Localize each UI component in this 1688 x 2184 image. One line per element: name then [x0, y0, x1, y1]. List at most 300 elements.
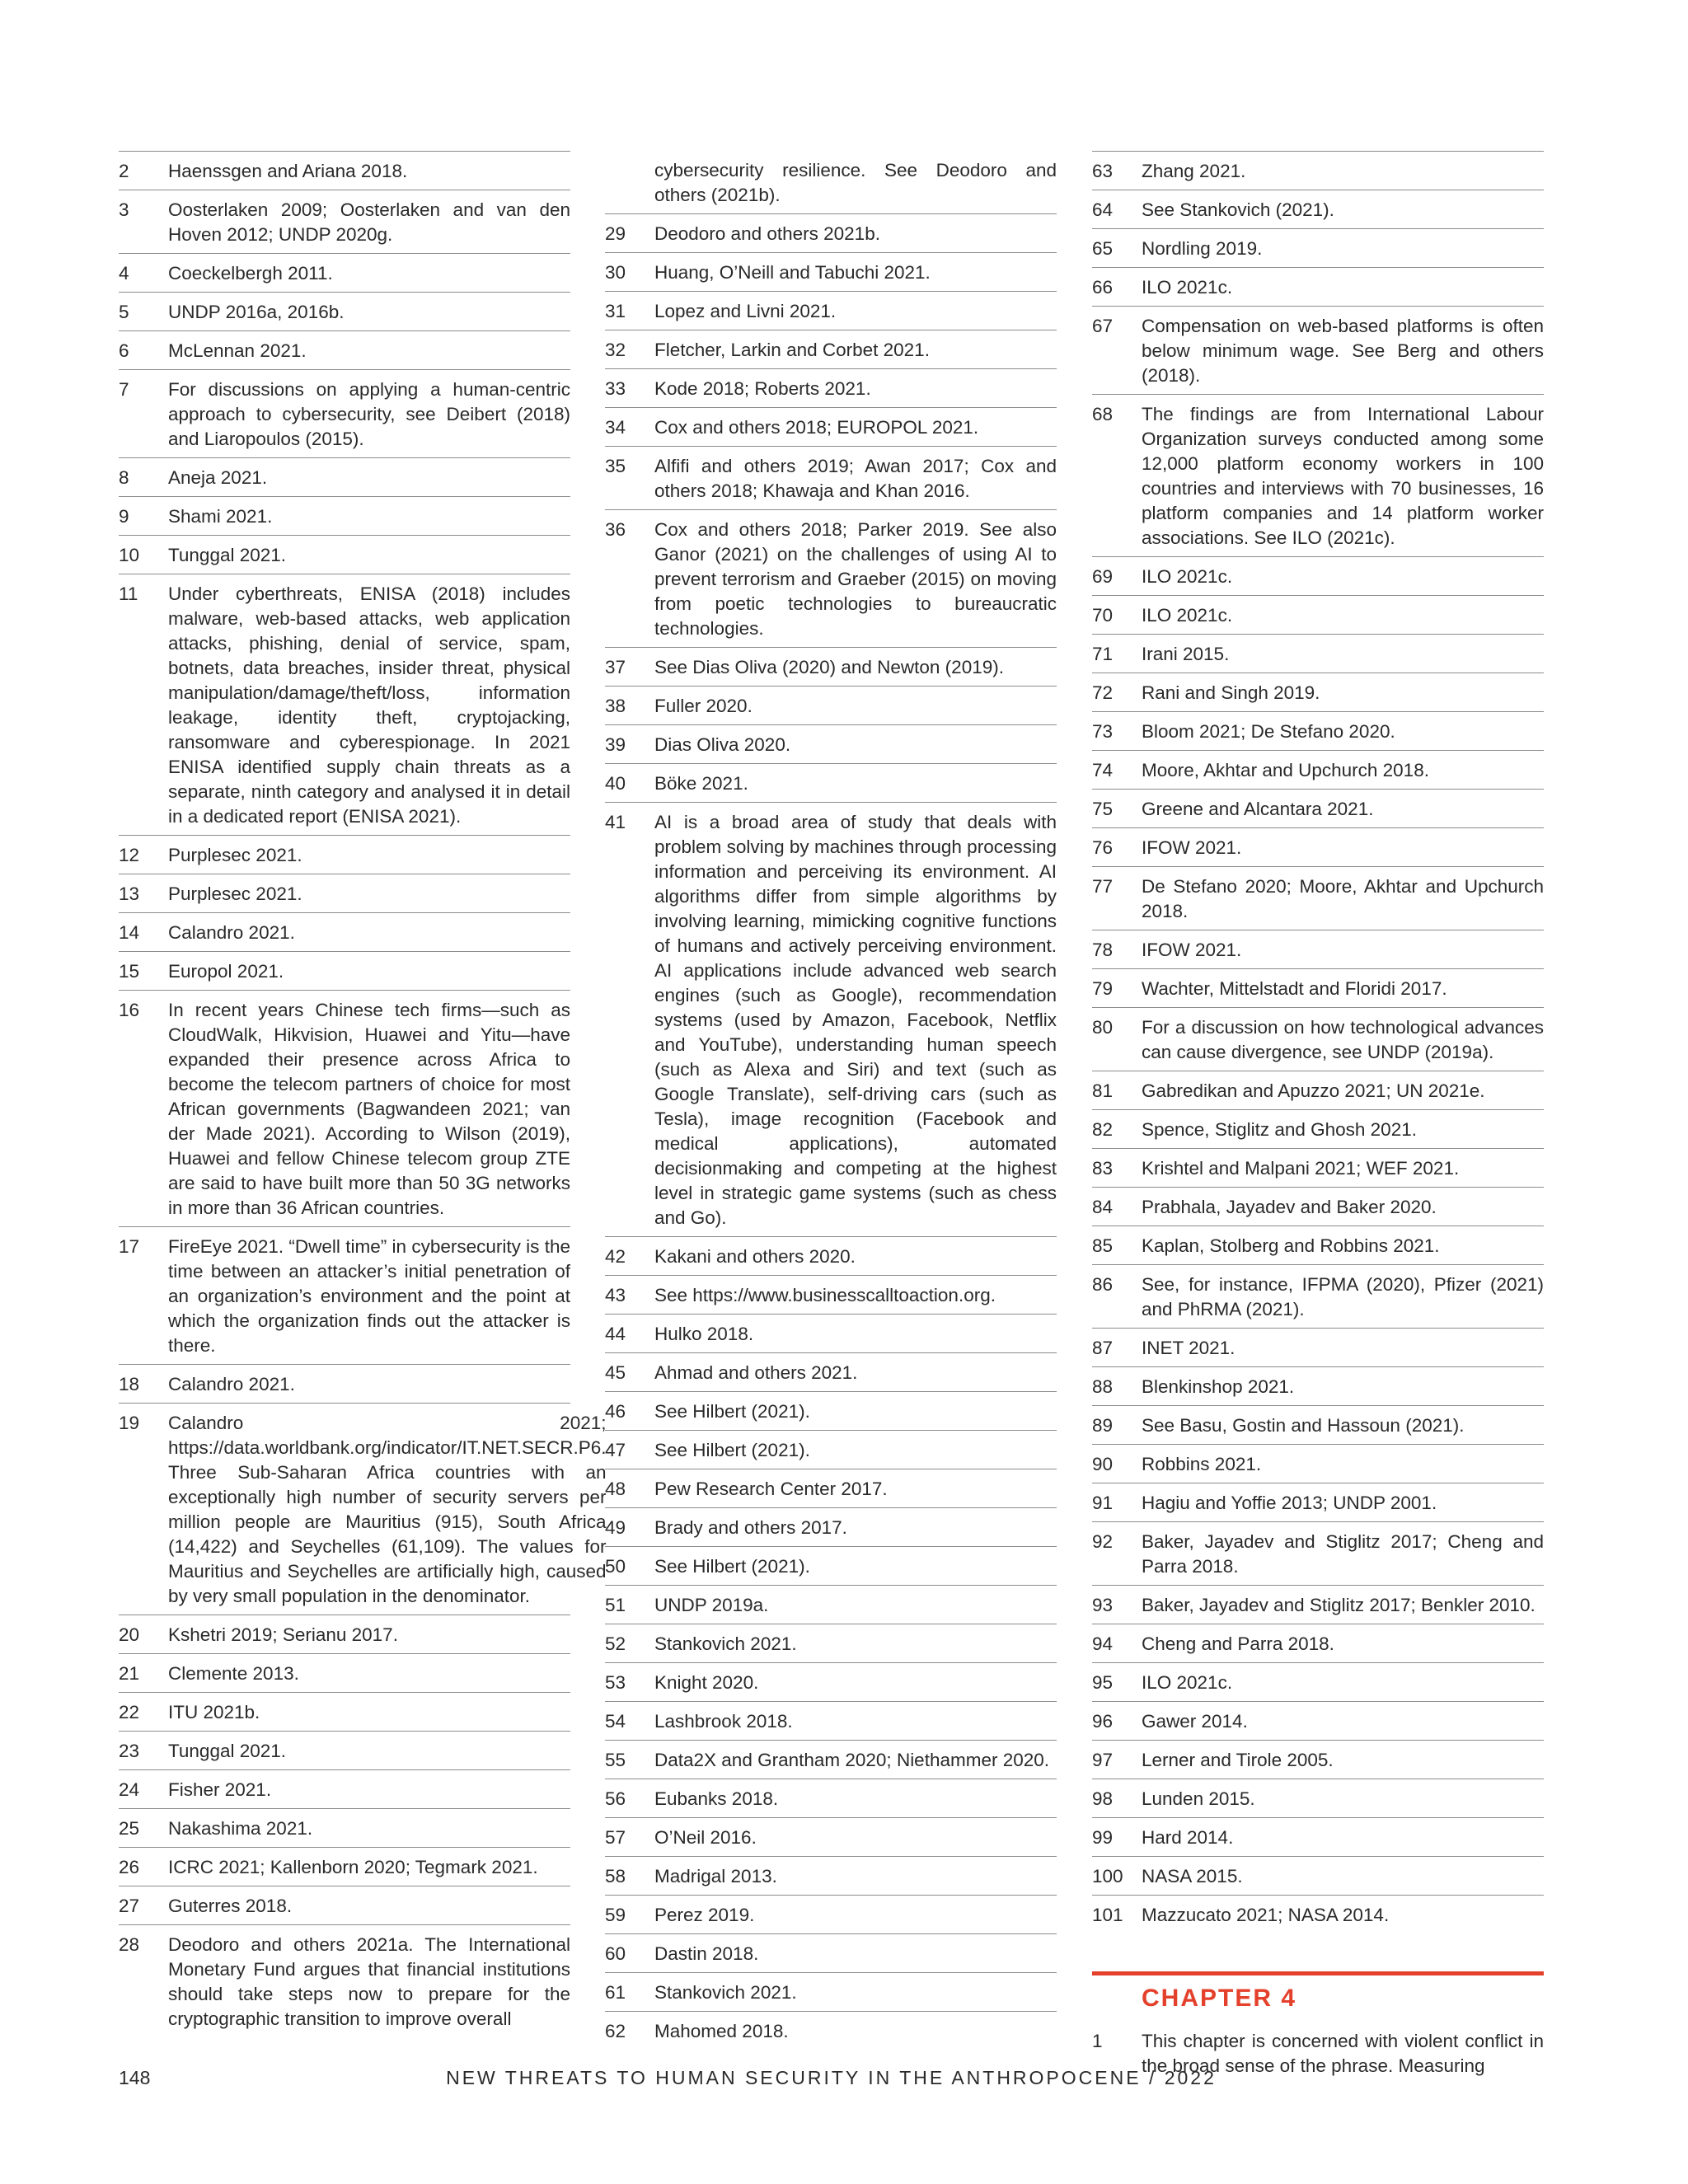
- endnote-number: 23: [119, 1741, 140, 1761]
- endnote-text: Kode 2018; Roberts 2021.: [654, 378, 871, 399]
- endnote-number: 73: [1092, 721, 1114, 742]
- notes-column-3: [1092, 151, 1544, 2084]
- endnote-text: ILO 2021c.: [1142, 566, 1233, 587]
- endnote: [1092, 1366, 1544, 1405]
- endnote: [119, 292, 570, 330]
- endnote: [605, 1314, 1057, 1352]
- endnote-number: 82: [1092, 1119, 1114, 1140]
- endnote: [119, 496, 570, 535]
- endnote: [1092, 1148, 1544, 1187]
- endnote-number: 39: [605, 734, 626, 755]
- endnote-number: 18: [119, 1374, 140, 1394]
- endnote-number: 80: [1092, 1017, 1114, 1038]
- endnote-number: 70: [1092, 605, 1114, 626]
- endnote-text: Hulko 2018.: [654, 1324, 754, 1344]
- endnote-number: 87: [1092, 1338, 1114, 1358]
- endnote: [1092, 1109, 1544, 1148]
- endnote: [119, 1769, 570, 1808]
- endnote-number: 50: [605, 1556, 626, 1577]
- endnote: [605, 802, 1057, 1236]
- endnote-number: 101: [1092, 1905, 1123, 1925]
- endnote: [605, 2011, 1057, 2050]
- endnote: [1092, 1895, 1544, 1933]
- endnote: [1092, 556, 1544, 595]
- endnote-number: 68: [1092, 404, 1114, 424]
- endnote-text: McLennan 2021.: [168, 340, 307, 361]
- endnote-number: 38: [605, 696, 626, 716]
- endnote: [119, 1731, 570, 1769]
- endnote: [1092, 789, 1544, 827]
- endnote-number: 52: [605, 1633, 626, 1654]
- endnote-number: 72: [1092, 682, 1114, 703]
- endnote-number: 5: [119, 302, 129, 322]
- notes-column-2: [605, 151, 1057, 2050]
- endnote: [119, 1692, 570, 1731]
- endnote-number: 13: [119, 883, 140, 904]
- endnote-number: 31: [605, 301, 626, 321]
- endnote-text: cybersecurity resilience. See Deodoro and others (2021b).: [654, 160, 1057, 205]
- endnote-text: Mahomed 2018.: [654, 2021, 789, 2041]
- endnote-number: 35: [605, 456, 626, 476]
- endnote-number: 84: [1092, 1197, 1114, 1217]
- endnote-text: Nordling 2019.: [1142, 238, 1263, 259]
- endnote-number: 14: [119, 922, 140, 943]
- endnote-text: Kaplan, Stolberg and Robbins 2021.: [1142, 1235, 1440, 1256]
- endnote: [119, 1364, 570, 1403]
- endnote-text: Haenssgen and Ariana 2018.: [168, 161, 408, 181]
- endnote-number: 17: [119, 1236, 140, 1257]
- endnote: [605, 1624, 1057, 1662]
- endnote-text: Bloom 2021; De Stefano 2020.: [1142, 721, 1395, 742]
- endnote-number: 1: [1092, 2031, 1103, 2051]
- endnote-text: See Hilbert (2021).: [654, 1440, 810, 1460]
- endnote-text: Stankovich 2021.: [654, 1982, 797, 2003]
- endnote: [1092, 1701, 1544, 1740]
- endnote-number: 83: [1092, 1158, 1114, 1179]
- endnote-number: 55: [605, 1750, 626, 1770]
- endnote-text: This chapter is concerned with violent conflict in the broad sense of the phrase. Measuring: [1142, 2031, 1544, 2076]
- endnote-number: 97: [1092, 1750, 1114, 1770]
- endnote-text: Hagiu and Yoffie 2013; UNDP 2001.: [1142, 1493, 1437, 1513]
- endnote-number: 77: [1092, 876, 1114, 897]
- endnote-number: 66: [1092, 277, 1114, 298]
- endnote-number: 47: [605, 1440, 626, 1460]
- endnote-text: Baker, Jayadev and Stiglitz 2017; Cheng and Parra 2018.: [1142, 1531, 1544, 1577]
- endnote-text: Krishtel and Malpani 2021; WEF 2021.: [1142, 1158, 1460, 1179]
- endnote-text: Purplesec 2021.: [168, 845, 302, 865]
- endnote-number: 19: [119, 1413, 140, 1433]
- endnote-number: 56: [605, 1788, 626, 1809]
- endnote-text: Coeckelbergh 2011.: [168, 263, 333, 284]
- endnote-text: See https://www.businesscalltoaction.org.: [654, 1285, 996, 1305]
- endnote: [605, 291, 1057, 330]
- endnote-number: 16: [119, 1000, 140, 1020]
- endnote-number: 32: [605, 340, 626, 360]
- endnote-text: Data2X and Grantham 2020; Niethammer 2020.: [654, 1750, 1050, 1770]
- endnote-text: Clemente 2013.: [168, 1663, 299, 1684]
- endnote-text: For a discussion on how technological advances can cause divergence, see UNDP (2019a).: [1142, 1017, 1544, 1062]
- endnote-number: 92: [1092, 1531, 1114, 1552]
- endnote-text: Fuller 2020.: [654, 696, 753, 716]
- endnote-number: 4: [119, 263, 129, 284]
- endnote: [1092, 1740, 1544, 1779]
- endnote-text: Wachter, Mittelstadt and Floridi 2017.: [1142, 978, 1447, 999]
- endnote: [1092, 1007, 1544, 1071]
- endnote-text: Lashbrook 2018.: [654, 1711, 793, 1732]
- endnote-number: 34: [605, 417, 626, 438]
- endnote-text: Calandro 2021.: [168, 1374, 295, 1394]
- endnote-number: 42: [605, 1246, 626, 1267]
- endnote: [1092, 1264, 1544, 1328]
- endnote-text: IFOW 2021.: [1142, 940, 1242, 960]
- endnote-number: [605, 158, 654, 208]
- endnote: [1092, 1328, 1544, 1366]
- endnote: [119, 1226, 570, 1364]
- page-number: 148: [119, 2067, 151, 2088]
- endnote: [119, 1924, 570, 2037]
- endnote: [1092, 750, 1544, 789]
- endnote: [605, 252, 1057, 291]
- endnote-text: Gabredikan and Apuzzo 2021; UN 2021e.: [1142, 1080, 1485, 1101]
- endnote-text: Europol 2021.: [168, 961, 284, 982]
- endnote-text: Böke 2021.: [654, 773, 748, 794]
- endnote-text: See Hilbert (2021).: [654, 1556, 810, 1577]
- endnote: [119, 1403, 607, 1615]
- endnote-number: 99: [1092, 1827, 1114, 1848]
- endnote-text: Cox and others 2018; EUROPOL 2021.: [654, 417, 979, 438]
- endnote-number: 57: [605, 1827, 626, 1848]
- endnote: [605, 1275, 1057, 1314]
- endnote: [605, 1662, 1057, 1701]
- endnote: [1092, 1856, 1544, 1895]
- endnote-number: 45: [605, 1362, 626, 1383]
- endnote-text: Rani and Singh 2019.: [1142, 682, 1320, 703]
- endnote-text: De Stefano 2020; Moore, Akhtar and Upchurch 2018.: [1142, 876, 1544, 921]
- endnote: [605, 1817, 1057, 1856]
- endnote: [1092, 394, 1544, 556]
- endnote-number: 93: [1092, 1595, 1114, 1615]
- endnote-number: 59: [605, 1905, 626, 1925]
- endnote: [605, 763, 1057, 802]
- chapter-heading: CHAPTER 4: [1092, 1971, 1544, 2022]
- endnote: [605, 1585, 1057, 1624]
- endnote: [1092, 866, 1544, 930]
- endnote-text: FireEye 2021. “Dwell time” in cybersecurity is the time between an attacker’s initial penetration of an organization’s environment and the point at which the organization finds out the attacker is there.: [168, 1236, 570, 1356]
- endnote-text: Kakani and others 2020.: [654, 1246, 856, 1267]
- endnote-number: 15: [119, 961, 140, 982]
- endnote-text: Aneja 2021.: [168, 467, 268, 488]
- endnote-text: Greene and Alcantara 2021.: [1142, 799, 1374, 819]
- endnote-text: Alfifi and others 2019; Awan 2017; Cox and others 2018; Khawaja and Khan 2016.: [654, 456, 1057, 501]
- endnote: [119, 1615, 570, 1653]
- endnote-text: Zhang 2021.: [1142, 161, 1246, 181]
- endnote-text: Fisher 2021.: [168, 1779, 272, 1800]
- endnote-number: 67: [1092, 316, 1114, 336]
- endnote: [119, 369, 570, 457]
- endnote: [119, 912, 570, 951]
- endnote-text: Stankovich 2021.: [654, 1633, 797, 1654]
- endnote-number: 78: [1092, 940, 1114, 960]
- endnote-text: AI is a broad area of study that deals with problem solving by machines through processing information and perceiving its environment. AI algorithms differ from simple algorithms by involving learning, mimicking cognitive functions of humans and actively perceiving environment. AI applications include advanced web search engines (such as Google), recommendation systems (used by Amazon, Facebook, Netflix and YouTube), understanding human speech (such as Alexa and Siri) and text (such as Google Translate), self-driving cars (such as Tesla), image recognition (Facebook and medical applications), automated decisionmaking and competing at the highest level in strategic game systems (such as chess and Go).: [654, 812, 1057, 1228]
- endnote: [1092, 151, 1544, 190]
- endnote-number: 44: [605, 1324, 626, 1344]
- endnote-number: 65: [1092, 238, 1114, 259]
- endnote: [1092, 1624, 1544, 1662]
- endnote: [605, 1895, 1057, 1933]
- endnote-text: Spence, Stiglitz and Ghosh 2021.: [1142, 1119, 1417, 1140]
- endnote-text: Robbins 2021.: [1142, 1454, 1262, 1474]
- endnote: [1092, 306, 1544, 394]
- endnote-text: Lerner and Tirole 2005.: [1142, 1750, 1334, 1770]
- endnote: [1092, 930, 1544, 968]
- endnote-text: Shami 2021.: [168, 506, 273, 527]
- endnote-number: 49: [605, 1517, 626, 1538]
- endnote-text: Tunggal 2021.: [168, 1741, 287, 1761]
- endnote-number: 36: [605, 519, 626, 540]
- endnote: [605, 509, 1057, 647]
- endnote-text: Fletcher, Larkin and Corbet 2021.: [654, 340, 930, 360]
- endnote-number: 8: [119, 467, 129, 488]
- endnote-number: 27: [119, 1896, 140, 1916]
- endnote-number: 89: [1092, 1415, 1114, 1436]
- endnote: [1092, 968, 1544, 1007]
- endnote-number: 60: [605, 1943, 626, 1964]
- endnote-number: 91: [1092, 1493, 1114, 1513]
- endnote-text: ILO 2021c.: [1142, 605, 1233, 626]
- endnote-text: Pew Research Center 2017.: [654, 1479, 888, 1499]
- endnote-number: 2: [119, 161, 129, 181]
- endnote-number: 69: [1092, 566, 1114, 587]
- endnote: [119, 874, 570, 912]
- endnote: [119, 151, 570, 190]
- endnote-number: 75: [1092, 799, 1114, 819]
- endnote-text: IFOW 2021.: [1142, 837, 1242, 858]
- endnote: [119, 835, 570, 874]
- endnote-text: NASA 2015.: [1142, 1866, 1243, 1886]
- endnote: [605, 1236, 1057, 1275]
- endnote-text: See Stankovich (2021).: [1142, 199, 1334, 220]
- endnote-text: Dias Oliva 2020.: [654, 734, 791, 755]
- endnote-text: Cheng and Parra 2018.: [1142, 1633, 1334, 1654]
- endnote: [605, 1391, 1057, 1430]
- endnote-text: See Dias Oliva (2020) and Newton (2019).: [654, 657, 1004, 677]
- endnote-number: 54: [605, 1711, 626, 1732]
- endnote: [119, 1653, 570, 1692]
- running-title: NEW THREATS TO HUMAN SECURITY IN THE ANTHROPOCENE / 2022: [446, 2067, 1217, 2088]
- endnote-number: 51: [605, 1595, 626, 1615]
- endnote: [1092, 1483, 1544, 1521]
- endnote-number: 20: [119, 1624, 140, 1645]
- endnote: [605, 368, 1057, 407]
- endnote-text: Perez 2019.: [654, 1905, 755, 1925]
- endnote-text: For discussions on applying a human-centric approach to cybersecurity, see Deibert (2018) and Liaropoulos (2015).: [168, 379, 570, 449]
- endnote-text: UNDP 2016a, 2016b.: [168, 302, 345, 322]
- endnote-number: 11: [119, 583, 138, 604]
- endnote-number: 3: [119, 199, 129, 220]
- endnote: [605, 1701, 1057, 1740]
- endnote: [605, 1430, 1057, 1469]
- endnote-number: 100: [1092, 1866, 1123, 1886]
- endnote: [1092, 1779, 1544, 1817]
- endnote-text: Brady and others 2017.: [654, 1517, 847, 1538]
- endnote: [605, 1546, 1057, 1585]
- endnote: [1092, 1071, 1544, 1109]
- endnote: [1092, 1444, 1544, 1483]
- endnote-number: 6: [119, 340, 129, 361]
- endnote-number: 43: [605, 1285, 626, 1305]
- endnote-text: ICRC 2021; Kallenborn 2020; Tegmark 2021.: [168, 1857, 538, 1877]
- endnote-number: 86: [1092, 1274, 1114, 1295]
- endnote-text: Guterres 2018.: [168, 1896, 293, 1916]
- endnote-number: 90: [1092, 1454, 1114, 1474]
- endnote-number: 28: [119, 1934, 140, 1955]
- endnote: [1092, 595, 1544, 634]
- endnote: [119, 951, 570, 990]
- endnote-number: 25: [119, 1818, 140, 1839]
- endnote-text: See Basu, Gostin and Hassoun (2021).: [1142, 1415, 1465, 1436]
- endnote-text: Kshetri 2019; Serianu 2017.: [168, 1624, 398, 1645]
- endnote: [1092, 1662, 1544, 1701]
- endnote-text: O’Neil 2016.: [654, 1827, 757, 1848]
- endnote-text: INET 2021.: [1142, 1338, 1236, 1358]
- endnote-number: 22: [119, 1702, 140, 1722]
- endnote-text: Under cyberthreats, ENISA (2018) includes malware, web-based attacks, web application attacks, phishing, denial of service, spam, botnets, data breaches, insider threat, physical manipulation/damage/theft/loss, information leakage, identity theft, cryptojacking, ransomware and cyberespionage. In 2021 ENISA identified supply chain threats as a separate, ninth category and analysed it in detail in a dedicated report (ENISA 2021).: [168, 583, 570, 827]
- endnote-text: See, for instance, IFPMA (2020), Pfizer (2021) and PhRMA (2021).: [1142, 1274, 1544, 1319]
- endnote-text: ILO 2021c.: [1142, 277, 1233, 298]
- endnote-text: Purplesec 2021.: [168, 883, 302, 904]
- endnote-number: 74: [1092, 760, 1114, 780]
- endnote: [605, 1933, 1057, 1972]
- notes-column-1: [119, 151, 607, 2037]
- endnote-text: Calandro 2021.: [168, 922, 295, 943]
- endnote-text: Compensation on web-based platforms is often below minimum wage. See Berg and others (2018).: [1142, 316, 1544, 386]
- endnote-text: ITU 2021b.: [168, 1702, 260, 1722]
- endnote-number: 81: [1092, 1080, 1114, 1101]
- endnote: [605, 446, 1057, 509]
- endnote-number: 64: [1092, 199, 1114, 220]
- endnote-text: Deodoro and others 2021b.: [654, 223, 880, 244]
- endnote: [1092, 1817, 1544, 1856]
- endnote: [1092, 1405, 1544, 1444]
- endnote-text: Huang, O’Neill and Tabuchi 2021.: [654, 262, 931, 283]
- endnote: [119, 1808, 570, 1847]
- endnote-text: Gawer 2014.: [1142, 1711, 1248, 1732]
- endnote-text: Deodoro and others 2021a. The International Monetary Fund argues that financial institutions should take steps now to prepare for the cryptographic transition to improve overall: [168, 1934, 570, 2029]
- endnote-text: Blenkinshop 2021.: [1142, 1376, 1295, 1397]
- endnote: [119, 253, 570, 292]
- endnote: [605, 1469, 1057, 1507]
- endnote-number: 46: [605, 1401, 626, 1422]
- endnote: [119, 574, 570, 835]
- endnote-text: Mazzucato 2021; NASA 2014.: [1142, 1905, 1390, 1925]
- endnote-number: 85: [1092, 1235, 1114, 1256]
- endnote: [605, 1856, 1057, 1895]
- endnote: [605, 1352, 1057, 1391]
- endnote-text: Calandro 2021; https://data.worldbank.org/indicator/IT.NET.SECR.P6. Three Sub-Saharan Africa countries with an exceptionally high number of security servers per million people are Mauritius (915), South Africa (14,422) and Seychelles (61,109). The values for Mauritius and Seychelles are artificially high, caused by very small population in the denominator.: [168, 1413, 607, 1606]
- endnote-text: Tunggal 2021.: [168, 545, 287, 565]
- endnote: [605, 1972, 1057, 2011]
- endnote-text: Nakashima 2021.: [168, 1818, 313, 1839]
- endnote: [1092, 1521, 1544, 1585]
- endnote-number: 37: [605, 657, 626, 677]
- endnote: [119, 330, 570, 369]
- endnote-number: 9: [119, 506, 129, 527]
- endnote: [1092, 711, 1544, 750]
- endnote-text: Moore, Akhtar and Upchurch 2018.: [1142, 760, 1429, 780]
- endnote-text: The findings are from International Labour Organization surveys conducted among some 12,000 platform economy workers in 100 countries and interviews with 70 businesses, 16 platform companies and 14 platform worker associations. See ILO (2021c).: [1142, 404, 1544, 548]
- endnote: [119, 990, 570, 1226]
- endnote-number: 88: [1092, 1376, 1114, 1397]
- endnote: [1092, 190, 1544, 228]
- endnote: [1092, 228, 1544, 267]
- endnote: [1092, 1226, 1544, 1264]
- endnote-text: Eubanks 2018.: [654, 1788, 779, 1809]
- endnote-number: 96: [1092, 1711, 1114, 1732]
- endnote: [605, 686, 1057, 724]
- endnote-number: 95: [1092, 1672, 1114, 1693]
- endnote-text: Hard 2014.: [1142, 1827, 1234, 1848]
- endnote: [605, 1779, 1057, 1817]
- endnote: [119, 1847, 570, 1886]
- endnote: [1092, 673, 1544, 711]
- endnote-number: 21: [119, 1663, 140, 1684]
- endnote-number: 79: [1092, 978, 1114, 999]
- endnote-number: 48: [605, 1479, 626, 1499]
- endnote-number: 26: [119, 1857, 140, 1877]
- endnote-number: 61: [605, 1982, 626, 2003]
- endnote-number: 41: [605, 812, 626, 832]
- endnote: [1092, 267, 1544, 306]
- endnote-number: 7: [119, 379, 129, 400]
- endnote-number: 40: [605, 773, 626, 794]
- endnote: [1092, 1585, 1544, 1624]
- endnote-text: Baker, Jayadev and Stiglitz 2017; Benkler 2010.: [1142, 1595, 1536, 1615]
- endnote-number: 62: [605, 2021, 626, 2041]
- endnote: [1092, 1187, 1544, 1226]
- endnote: [605, 213, 1057, 252]
- endnote-text: Irani 2015.: [1142, 644, 1230, 664]
- endnote-text: In recent years Chinese tech firms—such as CloudWalk, Hikvision, Huawei and Yitu—have expanded their presence across Africa to become the telecom partners of choice for most African governments (Bagwandeen 2021; van der Made 2021). According to Wilson (2019), Huawei and fellow Chinese telecom group ZTE are said to have built more than 50 3G networks in more than 36 African countries.: [168, 1000, 570, 1218]
- endnote-text: See Hilbert (2021).: [654, 1401, 810, 1422]
- endnote-number: 30: [605, 262, 626, 283]
- endnote: [1092, 827, 1544, 866]
- endnote-number: 94: [1092, 1633, 1114, 1654]
- endnote-number: 76: [1092, 837, 1114, 858]
- endnote-text: Dastin 2018.: [654, 1943, 759, 1964]
- endnote: [119, 535, 570, 574]
- endnote-text: Oosterlaken 2009; Oosterlaken and van den Hoven 2012; UNDP 2020g.: [168, 199, 570, 245]
- endnote-number: 10: [119, 545, 140, 565]
- endnote: [605, 330, 1057, 368]
- endnote: [605, 1740, 1057, 1779]
- endnote: [119, 1886, 570, 1924]
- endnote: [119, 457, 570, 496]
- endnote-number: 33: [605, 378, 626, 399]
- endnote: [605, 151, 1057, 213]
- endnote-text: Knight 2020.: [654, 1672, 759, 1693]
- endnote-number: 24: [119, 1779, 140, 1800]
- endnote-number: 63: [1092, 161, 1114, 181]
- endnote: [1092, 634, 1544, 673]
- endnote: [605, 407, 1057, 446]
- endnote: [119, 190, 570, 253]
- endnote-text: Cox and others 2018; Parker 2019. See also Ganor (2021) on the challenges of using AI to prevent terrorism and Graeber (2015) on moving from poetic technologies to bureaucratic technologies.: [654, 519, 1057, 639]
- endnote-number: 12: [119, 845, 140, 865]
- endnote-number: 29: [605, 223, 626, 244]
- endnote-number: 98: [1092, 1788, 1114, 1809]
- endnote-number: 53: [605, 1672, 626, 1693]
- endnote: [605, 724, 1057, 763]
